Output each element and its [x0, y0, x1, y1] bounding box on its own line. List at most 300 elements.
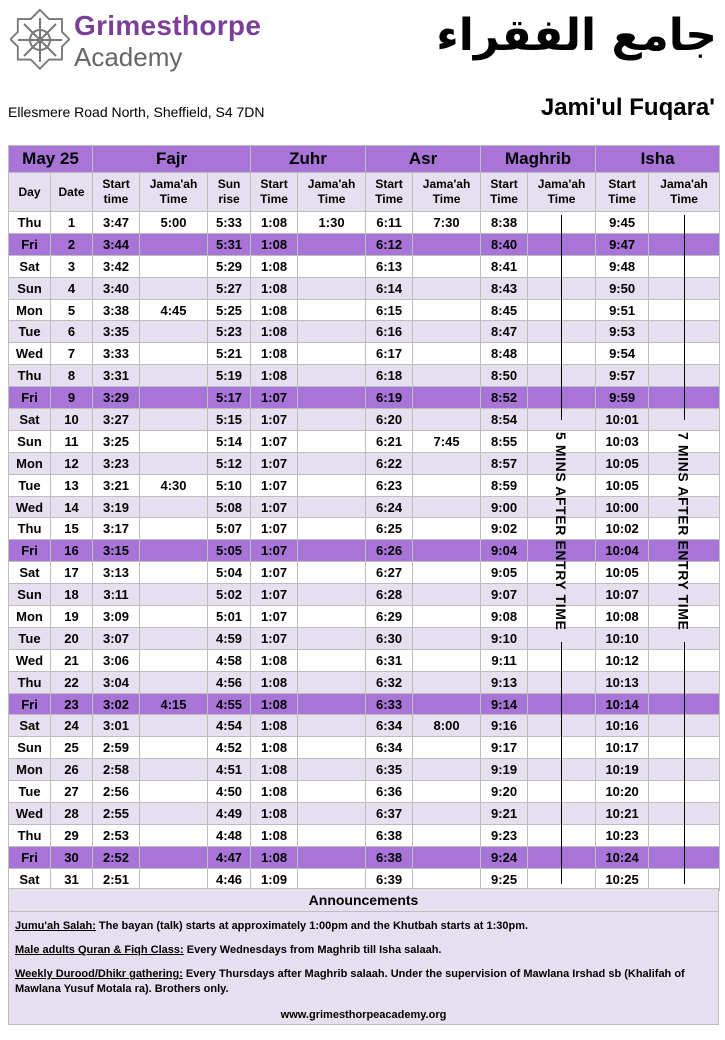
- cell-maghrib-start: 9:21: [481, 803, 528, 825]
- cell-asr-start: 6:37: [366, 803, 413, 825]
- cell-maghrib-start: 9:05: [481, 562, 528, 584]
- cell-maghrib-start: 9:11: [481, 649, 528, 671]
- cell-fajr-jamaah: [140, 343, 208, 365]
- cell-zuhr-jamaah: [298, 387, 366, 409]
- cell-fajr-jamaah: [140, 255, 208, 277]
- cell-date: 17: [51, 562, 93, 584]
- cell-fajr-jamaah: [140, 627, 208, 649]
- cell-day: Tue: [9, 321, 51, 343]
- cell-day: Wed: [9, 496, 51, 518]
- cell-sunrise: 4:48: [208, 824, 251, 846]
- cell-sunrise: 5:12: [208, 452, 251, 474]
- table-row: [9, 277, 720, 299]
- cell-day: Tue: [9, 627, 51, 649]
- cell-day: Sun: [9, 584, 51, 606]
- cell-asr-jamaah: [413, 606, 481, 628]
- cell-fajr-start: 2:53: [93, 824, 140, 846]
- cell-zuhr-jamaah: [298, 452, 366, 474]
- cell-fajr-start: 3:38: [93, 299, 140, 321]
- cell-date: 15: [51, 518, 93, 540]
- cell-maghrib-start: 9:02: [481, 518, 528, 540]
- col-date: Date: [51, 173, 93, 212]
- cell-zuhr-start: 1:07: [251, 540, 298, 562]
- cell-date: 30: [51, 846, 93, 868]
- cell-fajr-start: 3:23: [93, 452, 140, 474]
- cell-fajr-start: 2:58: [93, 759, 140, 781]
- col-fajr-start: Start time: [93, 173, 140, 212]
- cell-fajr-start: 3:35: [93, 321, 140, 343]
- cell-date: 24: [51, 715, 93, 737]
- cell-isha-start: 9:54: [596, 343, 649, 365]
- cell-zuhr-start: 1:08: [251, 299, 298, 321]
- cell-zuhr-start: 1:08: [251, 824, 298, 846]
- cell-asr-start: 6:34: [366, 737, 413, 759]
- asr-header: Asr: [366, 146, 481, 173]
- cell-zuhr-start: 1:07: [251, 430, 298, 452]
- cell-date: 16: [51, 540, 93, 562]
- cell-zuhr-jamaah: [298, 715, 366, 737]
- cell-sunrise: 5:05: [208, 540, 251, 562]
- cell-isha-start: 10:21: [596, 803, 649, 825]
- cell-sunrise: 5:10: [208, 474, 251, 496]
- cell-maghrib-start: 9:08: [481, 606, 528, 628]
- cell-date: 19: [51, 606, 93, 628]
- cell-asr-start: 6:25: [366, 518, 413, 540]
- maghrib-jamaah-note: 5 MINS AFTER ENTRY TIME: [553, 432, 569, 631]
- table-row: [9, 299, 720, 321]
- cell-maghrib-start: 8:55: [481, 430, 528, 452]
- cell-zuhr-jamaah: 1:30: [298, 212, 366, 234]
- cell-sunrise: 4:52: [208, 737, 251, 759]
- month-header: May 25: [9, 146, 93, 173]
- cell-maghrib-start: 9:16: [481, 715, 528, 737]
- cell-asr-jamaah: [413, 540, 481, 562]
- address: Ellesmere Road North, Sheffield, S4 7DN: [8, 104, 265, 120]
- cell-day: Sun: [9, 277, 51, 299]
- cell-sunrise: 4:49: [208, 803, 251, 825]
- cell-asr-jamaah: [413, 518, 481, 540]
- cell-fajr-jamaah: [140, 606, 208, 628]
- cell-isha-start: 9:50: [596, 277, 649, 299]
- cell-sunrise: 5:01: [208, 606, 251, 628]
- cell-asr-jamaah: [413, 649, 481, 671]
- cell-maghrib-start: 9:23: [481, 824, 528, 846]
- cell-isha-start: 10:12: [596, 649, 649, 671]
- cell-maghrib-start: 8:59: [481, 474, 528, 496]
- table-row: [9, 365, 720, 387]
- cell-zuhr-start: 1:07: [251, 474, 298, 496]
- cell-zuhr-jamaah: [298, 518, 366, 540]
- cell-sunrise: 4:59: [208, 627, 251, 649]
- table-row: [9, 430, 720, 452]
- cell-asr-jamaah: [413, 627, 481, 649]
- cell-fajr-jamaah: [140, 387, 208, 409]
- cell-date: 28: [51, 803, 93, 825]
- cell-asr-jamaah: [413, 846, 481, 868]
- cell-day: Wed: [9, 343, 51, 365]
- cell-isha-start: 9:59: [596, 387, 649, 409]
- cell-date: 4: [51, 277, 93, 299]
- cell-fajr-start: 3:07: [93, 627, 140, 649]
- cell-maghrib-start: 8:54: [481, 409, 528, 431]
- cell-day: Thu: [9, 365, 51, 387]
- announcements-title: Announcements: [9, 889, 718, 912]
- cell-fajr-start: 3:33: [93, 343, 140, 365]
- cell-date: 1: [51, 212, 93, 234]
- isha-note-line-bottom: [684, 642, 685, 884]
- cell-asr-jamaah: [413, 277, 481, 299]
- cell-asr-start: 6:39: [366, 868, 413, 890]
- table-row: [9, 671, 720, 693]
- cell-fajr-start: 3:01: [93, 715, 140, 737]
- cell-day: Mon: [9, 606, 51, 628]
- cell-zuhr-jamaah: [298, 803, 366, 825]
- academy-logo-icon: [10, 8, 70, 72]
- cell-date: 13: [51, 474, 93, 496]
- cell-asr-start: 6:22: [366, 452, 413, 474]
- cell-asr-jamaah: [413, 562, 481, 584]
- cell-isha-start: 10:05: [596, 474, 649, 496]
- cell-day: Wed: [9, 803, 51, 825]
- cell-asr-start: 6:36: [366, 781, 413, 803]
- cell-sunrise: 4:58: [208, 649, 251, 671]
- table-row: [9, 759, 720, 781]
- cell-isha-start: 10:24: [596, 846, 649, 868]
- cell-fajr-start: 3:27: [93, 409, 140, 431]
- cell-date: 26: [51, 759, 93, 781]
- cell-fajr-start: 3:06: [93, 649, 140, 671]
- cell-asr-jamaah: 7:30: [413, 212, 481, 234]
- cell-day: Thu: [9, 518, 51, 540]
- cell-sunrise: 4:47: [208, 846, 251, 868]
- cell-zuhr-jamaah: [298, 627, 366, 649]
- cell-fajr-start: 2:55: [93, 803, 140, 825]
- cell-maghrib-start: 8:48: [481, 343, 528, 365]
- cell-isha-start: 10:25: [596, 868, 649, 890]
- cell-day: Sun: [9, 430, 51, 452]
- cell-asr-jamaah: [413, 496, 481, 518]
- cell-zuhr-jamaah: [298, 671, 366, 693]
- cell-day: Sat: [9, 562, 51, 584]
- cell-date: 22: [51, 671, 93, 693]
- cell-sunrise: 5:29: [208, 255, 251, 277]
- maghrib-note-line-top: [561, 215, 562, 420]
- cell-date: 5: [51, 299, 93, 321]
- cell-maghrib-start: 9:25: [481, 868, 528, 890]
- cell-zuhr-jamaah: [298, 781, 366, 803]
- cell-sunrise: 5:23: [208, 321, 251, 343]
- isha-jamaah-note: 7 MINS AFTER ENTRY TIME: [675, 432, 692, 631]
- cell-date: 7: [51, 343, 93, 365]
- cell-isha-start: 9:48: [596, 255, 649, 277]
- table-row: [9, 387, 720, 409]
- announcement-dhikr: [9, 967, 718, 997]
- cell-zuhr-start: 1:08: [251, 277, 298, 299]
- cell-asr-jamaah: [413, 409, 481, 431]
- cell-zuhr-start: 1:08: [251, 803, 298, 825]
- cell-asr-start: 6:38: [366, 846, 413, 868]
- cell-asr-jamaah: [413, 759, 481, 781]
- cell-fajr-start: 2:51: [93, 868, 140, 890]
- cell-asr-start: 6:29: [366, 606, 413, 628]
- cell-date: 2: [51, 233, 93, 255]
- cell-maghrib-start: 8:47: [481, 321, 528, 343]
- cell-fajr-jamaah: [140, 803, 208, 825]
- cell-zuhr-start: 1:08: [251, 715, 298, 737]
- cell-fajr-jamaah: [140, 321, 208, 343]
- cell-day: Tue: [9, 781, 51, 803]
- cell-maghrib-start: 8:45: [481, 299, 528, 321]
- cell-asr-start: 6:15: [366, 299, 413, 321]
- cell-asr-jamaah: [413, 671, 481, 693]
- cell-zuhr-start: 1:08: [251, 737, 298, 759]
- cell-asr-jamaah: [413, 255, 481, 277]
- cell-zuhr-jamaah: [298, 649, 366, 671]
- cell-fajr-jamaah: [140, 868, 208, 890]
- cell-zuhr-start: 1:08: [251, 846, 298, 868]
- cell-fajr-jamaah: [140, 540, 208, 562]
- cell-zuhr-start: 1:08: [251, 365, 298, 387]
- cell-isha-start: 10:13: [596, 671, 649, 693]
- cell-day: Wed: [9, 649, 51, 671]
- cell-asr-start: 6:26: [366, 540, 413, 562]
- cell-fajr-jamaah: [140, 562, 208, 584]
- cell-isha-start: 10:17: [596, 737, 649, 759]
- cell-sunrise: 5:33: [208, 212, 251, 234]
- cell-sunrise: 5:14: [208, 430, 251, 452]
- table-row: [9, 343, 720, 365]
- cell-maghrib-start: 8:50: [481, 365, 528, 387]
- fajr-header: Fajr: [93, 146, 251, 173]
- cell-date: 23: [51, 693, 93, 715]
- cell-asr-jamaah: [413, 693, 481, 715]
- cell-fajr-start: 3:09: [93, 606, 140, 628]
- cell-zuhr-jamaah: [298, 409, 366, 431]
- cell-fajr-jamaah: 4:45: [140, 299, 208, 321]
- cell-asr-jamaah: [413, 737, 481, 759]
- cell-day: Fri: [9, 387, 51, 409]
- cell-sunrise: 5:31: [208, 233, 251, 255]
- col-day: Day: [9, 173, 51, 212]
- cell-asr-start: 6:27: [366, 562, 413, 584]
- cell-asr-jamaah: [413, 781, 481, 803]
- cell-sunrise: 5:25: [208, 299, 251, 321]
- table-row: [9, 233, 720, 255]
- cell-day: Fri: [9, 846, 51, 868]
- cell-zuhr-jamaah: [298, 255, 366, 277]
- cell-asr-start: 6:18: [366, 365, 413, 387]
- cell-asr-jamaah: [413, 233, 481, 255]
- cell-fajr-jamaah: [140, 649, 208, 671]
- col-maghrib-jamaah: Jama'ah Time: [528, 173, 596, 212]
- cell-fajr-start: 3:25: [93, 430, 140, 452]
- cell-fajr-start: 3:29: [93, 387, 140, 409]
- announcement-text: Every Thursdays after Maghrib salaah. Under the supervision of Mawlana Irshad sb (Khalifah of Mawlana Yusuf Motala ra). Brothers only.: [15, 968, 685, 995]
- cell-day: Thu: [9, 671, 51, 693]
- announcement-label: Male adults Quran & Fiqh Class:: [15, 944, 184, 956]
- arabic-mosque-title: جامع الفقراء: [436, 10, 717, 61]
- cell-sunrise: 4:56: [208, 671, 251, 693]
- table-row: [9, 518, 720, 540]
- cell-maghrib-start: 9:24: [481, 846, 528, 868]
- announcement-class: [9, 943, 718, 958]
- cell-fajr-start: 3:47: [93, 212, 140, 234]
- cell-zuhr-start: 1:07: [251, 627, 298, 649]
- cell-fajr-start: 3:40: [93, 277, 140, 299]
- cell-sunrise: 4:54: [208, 715, 251, 737]
- cell-date: 27: [51, 781, 93, 803]
- cell-fajr-jamaah: 5:00: [140, 212, 208, 234]
- cell-sunrise: 4:46: [208, 868, 251, 890]
- table-row: [9, 562, 720, 584]
- cell-sunrise: 5:04: [208, 562, 251, 584]
- cell-day: Fri: [9, 693, 51, 715]
- cell-zuhr-jamaah: [298, 474, 366, 496]
- cell-asr-jamaah: [413, 299, 481, 321]
- table-row: [9, 496, 720, 518]
- cell-isha-start: 10:05: [596, 452, 649, 474]
- cell-day: Sat: [9, 715, 51, 737]
- cell-zuhr-start: 1:08: [251, 671, 298, 693]
- cell-day: Sat: [9, 868, 51, 890]
- cell-asr-start: 6:14: [366, 277, 413, 299]
- cell-date: 25: [51, 737, 93, 759]
- cell-zuhr-start: 1:07: [251, 562, 298, 584]
- cell-zuhr-start: 1:07: [251, 496, 298, 518]
- cell-maghrib-start: 9:07: [481, 584, 528, 606]
- cell-fajr-start: 3:11: [93, 584, 140, 606]
- cell-zuhr-start: 1:08: [251, 781, 298, 803]
- cell-fajr-jamaah: 4:30: [140, 474, 208, 496]
- cell-date: 29: [51, 824, 93, 846]
- cell-zuhr-start: 1:07: [251, 606, 298, 628]
- cell-asr-jamaah: [413, 321, 481, 343]
- cell-fajr-jamaah: [140, 409, 208, 431]
- cell-zuhr-jamaah: [298, 759, 366, 781]
- cell-maghrib-start: 8:57: [481, 452, 528, 474]
- col-isha-jamaah: Jama'ah Time: [649, 173, 720, 212]
- cell-asr-start: 6:19: [366, 387, 413, 409]
- cell-isha-start: 10:19: [596, 759, 649, 781]
- cell-isha-start: 10:02: [596, 518, 649, 540]
- cell-asr-start: 6:28: [366, 584, 413, 606]
- cell-asr-jamaah: [413, 387, 481, 409]
- cell-maghrib-start: 9:13: [481, 671, 528, 693]
- cell-asr-start: 6:33: [366, 693, 413, 715]
- table-row: [9, 584, 720, 606]
- table-row: [9, 409, 720, 431]
- cell-asr-jamaah: [413, 474, 481, 496]
- col-sunrise: Sun rise: [208, 173, 251, 212]
- cell-fajr-jamaah: [140, 496, 208, 518]
- prayer-timetable: [8, 145, 720, 891]
- table-row: [9, 649, 720, 671]
- cell-asr-start: 6:34: [366, 715, 413, 737]
- cell-fajr-jamaah: [140, 846, 208, 868]
- cell-isha-start: 10:08: [596, 606, 649, 628]
- col-asr-jamaah: Jama'ah Time: [413, 173, 481, 212]
- cell-zuhr-start: 1:07: [251, 409, 298, 431]
- cell-zuhr-jamaah: [298, 584, 366, 606]
- cell-day: Tue: [9, 474, 51, 496]
- cell-zuhr-jamaah: [298, 562, 366, 584]
- cell-asr-start: 6:24: [366, 496, 413, 518]
- cell-sunrise: 5:02: [208, 584, 251, 606]
- cell-zuhr-start: 1:07: [251, 387, 298, 409]
- cell-date: 9: [51, 387, 93, 409]
- cell-maghrib-start: 9:19: [481, 759, 528, 781]
- table-row: [9, 803, 720, 825]
- cell-asr-jamaah: [413, 452, 481, 474]
- cell-fajr-start: 3:02: [93, 693, 140, 715]
- cell-fajr-jamaah: [140, 759, 208, 781]
- announcement-text: Every Wednesdays from Maghrib till Isha salaah.: [183, 944, 442, 956]
- cell-sunrise: 5:07: [208, 518, 251, 540]
- cell-maghrib-start: 9:04: [481, 540, 528, 562]
- cell-sunrise: 4:50: [208, 781, 251, 803]
- cell-zuhr-jamaah: [298, 540, 366, 562]
- cell-zuhr-jamaah: [298, 606, 366, 628]
- cell-asr-start: 6:11: [366, 212, 413, 234]
- website-link[interactable]: www.grimesthorpeacademy.org: [280, 1009, 447, 1021]
- table-row: [9, 824, 720, 846]
- table-row: [9, 212, 720, 234]
- cell-sunrise: 5:17: [208, 387, 251, 409]
- cell-isha-start: 10:01: [596, 409, 649, 431]
- cell-maghrib-start: 9:10: [481, 627, 528, 649]
- cell-fajr-jamaah: [140, 430, 208, 452]
- cell-asr-start: 6:13: [366, 255, 413, 277]
- cell-asr-start: 6:32: [366, 671, 413, 693]
- table-row: [9, 715, 720, 737]
- cell-fajr-start: 3:15: [93, 540, 140, 562]
- cell-asr-start: 6:38: [366, 824, 413, 846]
- cell-day: Fri: [9, 233, 51, 255]
- cell-maghrib-start: 9:17: [481, 737, 528, 759]
- cell-zuhr-jamaah: [298, 365, 366, 387]
- cell-day: Sun: [9, 737, 51, 759]
- table-row: [9, 627, 720, 649]
- cell-fajr-start: 3:17: [93, 518, 140, 540]
- cell-date: 31: [51, 868, 93, 890]
- maghrib-header: Maghrib: [481, 146, 596, 173]
- cell-day: Thu: [9, 824, 51, 846]
- table-row: [9, 737, 720, 759]
- table-row: [9, 781, 720, 803]
- cell-sunrise: 5:19: [208, 365, 251, 387]
- logo-name-line1: Grimesthorpe: [74, 10, 262, 41]
- cell-asr-start: 6:16: [366, 321, 413, 343]
- cell-fajr-jamaah: [140, 824, 208, 846]
- cell-date: 18: [51, 584, 93, 606]
- cell-date: 3: [51, 255, 93, 277]
- cell-fajr-jamaah: [140, 365, 208, 387]
- cell-zuhr-start: 1:09: [251, 868, 298, 890]
- cell-isha-start: 10:23: [596, 824, 649, 846]
- cell-asr-jamaah: [413, 584, 481, 606]
- mosque-name: Jami'ul Fuqara': [540, 94, 715, 121]
- cell-day: Sat: [9, 409, 51, 431]
- cell-date: 8: [51, 365, 93, 387]
- announcement-jumuah: [9, 919, 718, 934]
- cell-zuhr-jamaah: [298, 824, 366, 846]
- cell-maghrib-start: 8:52: [481, 387, 528, 409]
- col-fajr-jamaah: Jama'ah Time: [140, 173, 208, 212]
- cell-isha-start: 10:10: [596, 627, 649, 649]
- table-row: [9, 474, 720, 496]
- col-isha-start: Start Time: [596, 173, 649, 212]
- cell-zuhr-jamaah: [298, 693, 366, 715]
